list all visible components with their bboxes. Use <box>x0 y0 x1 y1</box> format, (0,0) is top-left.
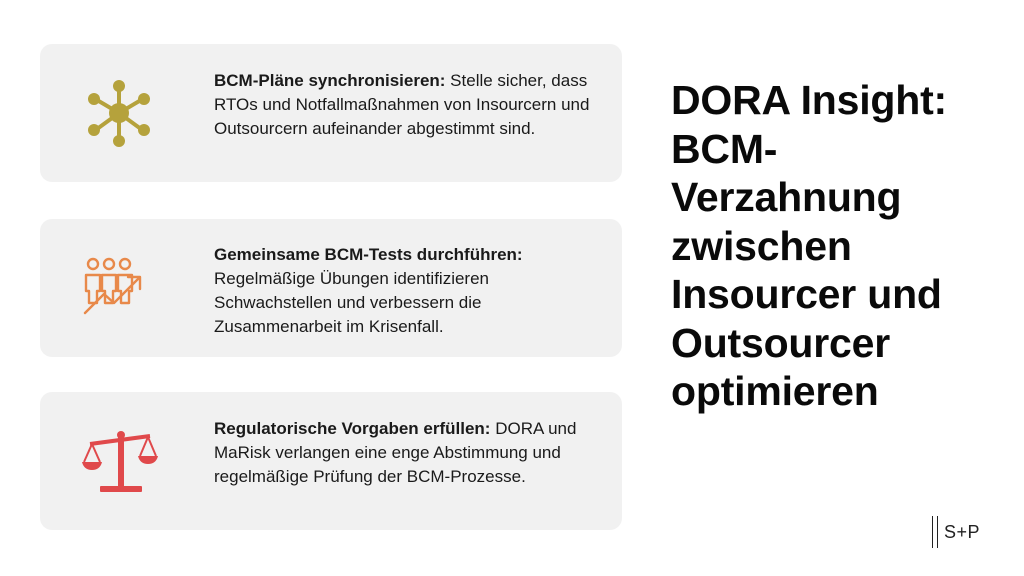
card-text <box>214 243 604 339</box>
scale-icon <box>78 426 160 496</box>
card-regulatory <box>40 392 622 530</box>
card-bcm-tests <box>40 219 622 357</box>
card-title: Gemeinsame BCM-Tests durchführen: <box>214 245 523 264</box>
card-bcm-plans <box>40 44 622 182</box>
card-body: Regelmäßige Übungen identifizieren Schwachstellen und verbessern die Zusammenarbeit im Krisenfall. <box>214 269 489 336</box>
card-title: Regulatorische Vorgaben erfüllen: <box>214 419 491 438</box>
logo-text: S+P <box>944 521 981 542</box>
team-growth-icon <box>78 253 160 323</box>
network-nodes-icon <box>78 78 160 148</box>
company-logo <box>932 516 980 548</box>
card-title: BCM-Pläne synchronisieren: <box>214 71 446 90</box>
card-body: Stelle sicher, dass RTOs und Notfallmaßnahmen von Insourcern und Outsourcern aufeinander abgestimmt sind. <box>214 71 590 138</box>
card-body: DORA und MaRisk verlangen eine enge Abstimmung und regelmäßige Prüfung der BCM-Prozesse. <box>214 419 577 486</box>
card-text <box>214 417 604 489</box>
card-text <box>214 69 604 141</box>
logo-bars-icon <box>932 516 938 548</box>
page-title: DORA Insight: BCM-Verzahnung zwischen Insourcer und Outsourcer optimieren <box>671 77 948 414</box>
